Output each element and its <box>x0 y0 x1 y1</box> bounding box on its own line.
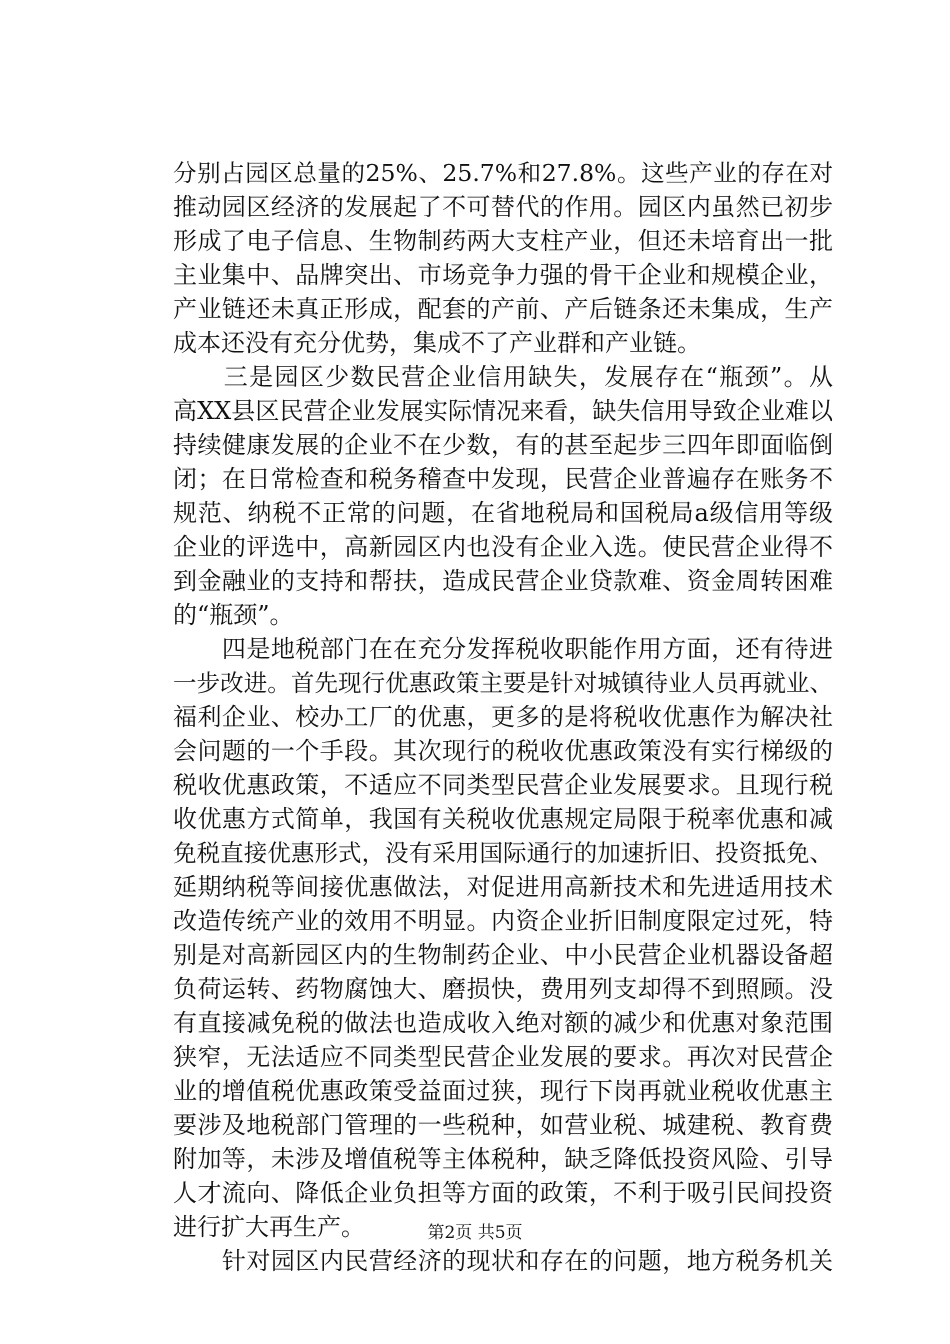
text-line: 到金融业的支持和帮扶，造成民营企业贷款难、资金周转困难 <box>173 567 833 595</box>
text-line: 负荷运转、药物腐蚀大、磨损快，费用列支却得不到照顾。没 <box>173 975 833 1003</box>
text-line: 持续健康发展的企业不在少数，有的甚至起步三四年即面临倒 <box>173 431 833 459</box>
text-line: 业的增值税优惠政策受益面过狭，现行下岗再就业税收优惠主 <box>173 1077 833 1105</box>
text-line: 的“瓶颈”。 <box>173 601 294 629</box>
text-line: 别是对高新园区内的生物制药企业、中小民营企业机器设备超 <box>173 941 833 969</box>
text-line: 延期纳税等间接优惠做法，对促进用高新技术和先进适用技术 <box>173 873 833 901</box>
text-line: 闭；在日常检查和税务稽查中发现，民营企业普遍存在账务不 <box>173 465 833 493</box>
text-line: 税收优惠政策，不适应不同类型民营企业发展要求。且现行税 <box>173 771 833 799</box>
text-line: 一步改进。首先现行优惠政策主要是针对城镇待业人员再就业、 <box>173 669 833 697</box>
text-line: 四是地税部门在在充分发挥税收职能作用方面，还有待进 <box>173 635 833 663</box>
text-line: 改造传统产业的效用不明显。内资企业折旧制度限定过死，特 <box>173 907 833 935</box>
text-line: 收优惠方式简单，我国有关税收优惠规定局限于税率优惠和减 <box>173 805 833 833</box>
text-line: 要涉及地税部门管理的一些税种，如营业税、城建税、教育费 <box>173 1111 833 1139</box>
text-line: 成本还没有充分优势，集成不了产业群和产业链。 <box>173 329 701 357</box>
text-line: 形成了电子信息、生物制药两大支柱产业，但还未培育出一批 <box>173 227 833 255</box>
text-line: 人才流向、降低企业负担等方面的政策，不利于吸引民间投资 <box>173 1179 833 1207</box>
text-line: 免税直接优惠形式，没有采用国际通行的加速折旧、投资抵免、 <box>173 839 833 867</box>
text-line: 推动园区经济的发展起了不可替代的作用。园区内虽然已初步 <box>173 193 833 221</box>
text-line: 产业链还未真正形成，配套的产前、产后链条还未集成，生产 <box>173 295 833 323</box>
text-line: 分别占园区总量的25%、25.7%和27.8%。这些产业的存在对 <box>173 159 833 187</box>
text-line: 主业集中、品牌突出、市场竞争力强的骨干企业和规模企业， <box>173 261 833 289</box>
text-line: 进行扩大再生产。 <box>173 1213 365 1241</box>
body-text <box>173 156 833 1278</box>
text-line: 狭窄，无法适应不同类型民营企业发展的要求。再次对民营企 <box>173 1043 833 1071</box>
page-footer: 第2页 共5页 <box>427 1223 523 1243</box>
text-line: 福利企业、校办工厂的优惠，更多的是将税收优惠作为解决社 <box>173 703 833 731</box>
text-line: 企业的评选中，高新园区内也没有企业入选。使民营企业得不 <box>173 533 833 561</box>
text-line: 规范、纳税不正常的问题，在省地税局和国税局a级信用等级 <box>173 499 833 527</box>
text-line: 附加等，未涉及增值税等主体税种，缺乏降低投资风险、引导 <box>173 1145 833 1173</box>
text-line: 高XX县区民营企业发展实际情况来看，缺失信用导致企业难以 <box>173 397 833 425</box>
text-line: 会问题的一个手段。其次现行的税收优惠政策没有实行梯级的 <box>173 737 833 765</box>
text-line: 有直接减免税的做法也造成收入绝对额的减少和优惠对象范围 <box>173 1009 833 1037</box>
text-line: 针对园区内民营经济的现状和存在的问题，地方税务机关 <box>173 1247 833 1275</box>
text-line: 三是园区少数民营企业信用缺失，发展存在“瓶颈”。从 <box>173 363 833 391</box>
